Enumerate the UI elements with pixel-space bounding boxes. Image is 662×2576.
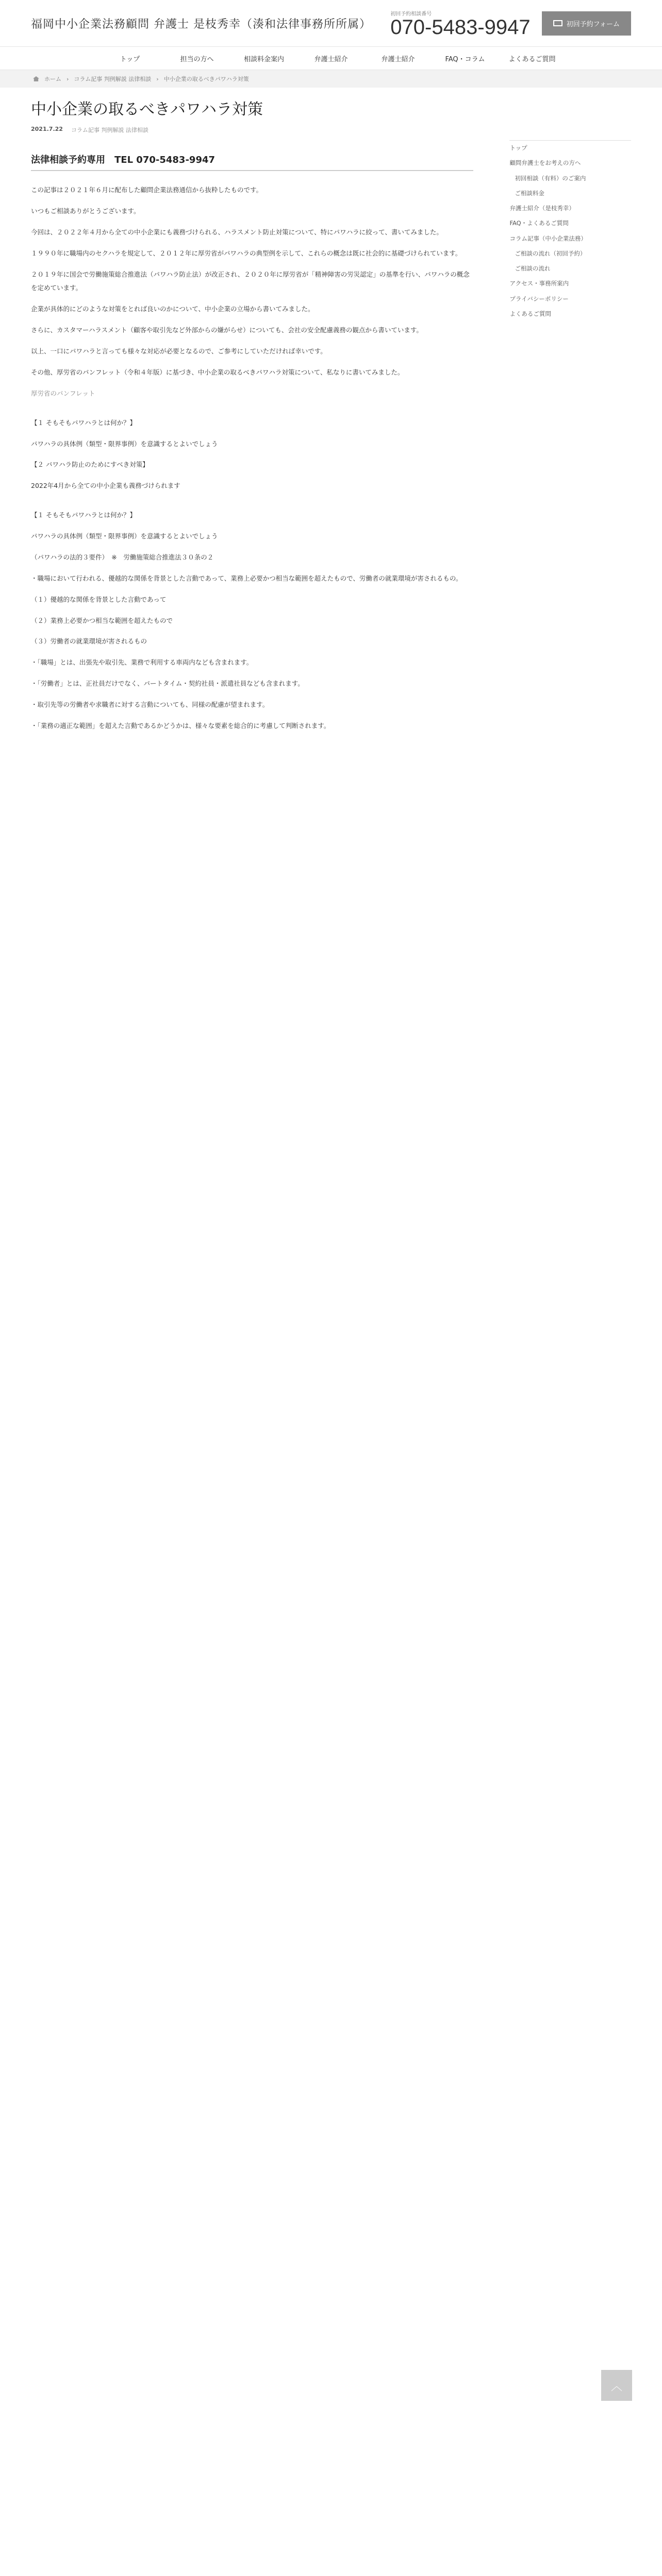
- paragraph: （３）労働者の就業環境が害されるもの: [31, 637, 147, 646]
- sidebar-item[interactable]: よくあるご質問: [509, 310, 551, 317]
- phone-number[interactable]: 070-5483-9947: [390, 15, 531, 39]
- breadcrumb-home[interactable]: ホーム: [44, 76, 61, 82]
- back-to-top-button[interactable]: [601, 2370, 632, 2401]
- sidebar-menu: [509, 140, 631, 321]
- pamphlet-link[interactable]: 厚労省のパンフレット: [31, 389, 95, 397]
- contact-form-label: 初回予約フォーム: [566, 20, 620, 28]
- sidebar: [509, 99, 631, 740]
- paragraph: （１）優越的な関係を背景とした言動であって: [31, 595, 167, 603]
- section-heading: 【２ パワハラ防止のためにすべき対策】: [31, 461, 149, 469]
- paragraph: 以上、一口にパワハラと言っても様々な対応が必要となるので、ご参考にしていただければ幸いです。: [31, 347, 327, 355]
- post-categories[interactable]: コラム記事 判例解説 法律相談: [71, 127, 148, 133]
- sidebar-item[interactable]: 顧問弁護士をお考えの方へ: [509, 159, 581, 167]
- paragraph: ・「業務の適正な範囲」を超えた言動であるかどうかは、様々な要素を総合的に考慮して判断されます。: [31, 721, 330, 730]
- sidebar-item[interactable]: コラム記事（中小企業法務）: [509, 234, 587, 242]
- paragraph: その他、厚労省のパンフレット（令和４年版）に基づき、中小企業の取るべきパワハラ対策について、私なりに書いてみました。: [31, 368, 404, 376]
- nav-item-faq-column[interactable]: FAQ・コラム: [445, 55, 485, 63]
- paragraph: ・「労働者」とは、正社員だけでなく、パートタイム・契約社員・派遣社員なども含まれます。: [31, 680, 304, 688]
- paragraph: ・「職場」とは、出張先や取引先、業務で利用する車両内なども含まれます。: [31, 658, 253, 667]
- breadcrumb-separator: ›: [67, 75, 69, 82]
- nav-item-top[interactable]: トップ: [120, 55, 140, 63]
- paragraph: 2022年4月から全ての中小企業も義務づけられます: [31, 482, 180, 490]
- paragraph: ・取引先等の労働者や求職者に対する言動についても、同様の配慮が望まれます。: [31, 701, 269, 708]
- sidebar-item[interactable]: トップ: [509, 144, 527, 151]
- breadcrumb-current: 中小企業の取るべきパワハラ対策: [163, 76, 249, 82]
- article-body: [31, 183, 473, 733]
- site-header: [0, 0, 662, 46]
- paragraph: 企業が具体的にどのような対策をとれば良いのかについて、中小企業の立場から書いてみました。: [31, 305, 315, 313]
- home-icon[interactable]: [33, 76, 39, 81]
- post-meta: [31, 126, 473, 134]
- nav-item-faq[interactable]: よくあるご質問: [508, 55, 556, 63]
- sidebar-item[interactable]: FAQ・よくあるご質問: [509, 219, 569, 227]
- breadcrumb: [0, 70, 662, 88]
- consult-heading: 法律相談予約専用 TEL 070-5483-9947: [31, 152, 473, 171]
- paragraph: パワハラの具体例（類型・限界事例）を意識するとよいでしょう: [31, 439, 218, 448]
- paragraph: （パワハラの法的３要件） ※ 労働施策総合推進法３０条の２: [31, 553, 214, 561]
- phone-box: [390, 9, 530, 38]
- main-wrap: [0, 99, 662, 740]
- section-heading: 【１ そもそもパワハラとは何か？】: [31, 511, 136, 519]
- nav-item-for-staff[interactable]: 担当の方へ: [180, 55, 214, 63]
- sidebar-item[interactable]: ご相談の流れ: [515, 265, 551, 272]
- phone-caption: 初回予約相談番号: [390, 11, 432, 17]
- breadcrumb-separator: ›: [156, 75, 159, 82]
- breadcrumb-category[interactable]: コラム記事 判例解説 法律相談: [74, 76, 152, 82]
- main-nav: [0, 46, 662, 70]
- section-heading: 【１ そもそもパワハラとは何か？】: [31, 418, 136, 427]
- paragraph: ２０１９年に国会で労働施策総合推進法（パワハラ防止法）が改正され、２０２０年に厚労省が「精神障害の労災認定」の基準を行い、パワハラの概念を定めています。: [31, 270, 470, 292]
- chevron-up-icon: ︿: [610, 2380, 622, 2393]
- paragraph: この記事は２０２１年６月に配布した顧問企業法務通信から抜粋したものです。: [31, 186, 263, 194]
- header-right: [390, 9, 631, 38]
- paragraph: 今回は、２０２２年４月から全ての中小企業にも義務づけられる、ハラスメント防止対策について、特にパワハラに絞って、書いてみました。: [31, 228, 443, 236]
- mail-icon: [553, 20, 562, 26]
- sidebar-item[interactable]: アクセス・事務所案内: [509, 280, 569, 287]
- page-title: 中小企業の取るべきパワハラ対策: [31, 100, 263, 118]
- paragraph: ・職場において行われる、優越的な関係を背景とした言動であって、業務上必要かつ相当な範囲を超えたもので、労働者の就業環境が害されるもの。: [31, 574, 462, 582]
- post-date: 2021.7.22: [31, 126, 63, 132]
- sidebar-item[interactable]: ご相談料金: [515, 189, 544, 197]
- article: [31, 99, 473, 740]
- paragraph: １９９０年に職場内のセクハラを規定して、２０１２年に厚労省がパワハラの典型例を示して、これらの概念は既に社会的に基礎づけられています。: [31, 249, 462, 257]
- paragraph: （２）業務上必要かつ相当な範囲を超えたもので: [31, 616, 173, 624]
- sidebar-item[interactable]: 初回相談（有料）のご案内: [515, 174, 586, 182]
- paragraph: いつもご相談ありがとうございます。: [31, 207, 140, 215]
- nav-item-lawyer-2[interactable]: 弁護士紹介: [381, 55, 415, 63]
- sidebar-item[interactable]: 弁護士紹介（是枝秀幸）: [509, 205, 575, 212]
- nav-item-fees[interactable]: 相談料金案内: [243, 55, 284, 63]
- paragraph: さらに、カスタマーハラスメント（顧客や取引先など外部からの嫌がらせ）についても、会社の安全配慮義務の観点から書いています。: [31, 326, 423, 334]
- sidebar-item[interactable]: ご相談の流れ（初回予約）: [515, 249, 586, 257]
- contact-form-button[interactable]: [542, 11, 631, 36]
- sidebar-item[interactable]: プライバシーポリシー: [509, 295, 569, 302]
- paragraph: パワハラの具体例（類型・限界事例）を意識するとよいでしょう: [31, 532, 218, 540]
- nav-item-lawyer[interactable]: 弁護士紹介: [314, 55, 348, 63]
- site-title[interactable]: 福岡中小企業法務顧問 弁護士 是枝秀幸（湊和法律事務所所属）: [31, 18, 371, 31]
